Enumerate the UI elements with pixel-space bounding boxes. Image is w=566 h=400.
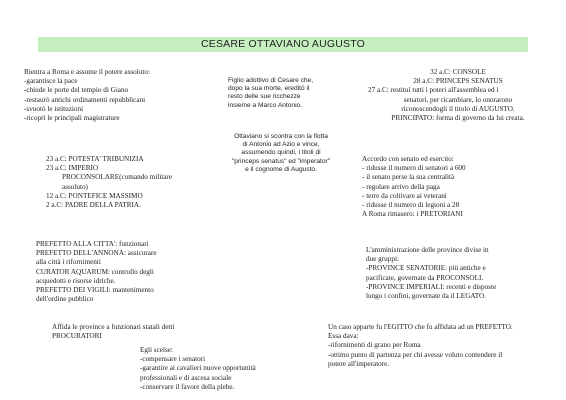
procurators-note: Affida le province a funzionari statali detti PROCURATORI <box>52 323 175 341</box>
adoptive-son-note: Figlio adottivo di Cesare che, dopo la sua morte, ereditò il resto delle sue ricchezze insieme a Marco Antonio. <box>228 77 314 109</box>
titles-timeline-note: 23 a.C: POTESTA' TRIBUNIZIA 23 a.C: IMPERIO PROCONSOLARE(comando militare assoluto) 12 a.C: PONTEFICE MASSIMO 2 a.C: PADRE DELLA PATRIA. <box>46 155 172 210</box>
actium-battle-note: Ottaviano si scontra con la flotta di Antonio ad Azio e vince, assumendo quindi, i titoli di "princeps senatus" ed "imperator" e il cognome di Augusto. <box>231 133 331 173</box>
senate-army-agreement-note: Accordo con senato ed esercito: - ridusse il numero di senatori a 600 - il senato perse la sua centralità - regolare arrivo della paga - terre da coltivare ai veterani - ridusse il numero di legioni a 28 A Roma rimasero: i PRETORIANI <box>362 155 466 219</box>
return-to-rome-note: Rientra a Roma e assume il potere assoluto: -garantisce la pace -chiude le porte del tempio di Giano -restaurò antichi ordinamenti repubblicani -svuotò le istituzioni -ricoprì le principali magistrature <box>24 68 150 123</box>
provinces-note: L'amministrazione delle province divise in due gruppi: -PROVINCE SENATORIE: più antiche e pacificate, governate da PROCONSOLI. -PROVINCE IMPERIALI: recenti e disposte lungo i confini, governate da il LEGATO. <box>366 246 497 301</box>
page-title: CESARE OTTAVIANO AUGUSTO <box>38 37 528 52</box>
consul-timeline-note: 32 a.C: CONSOLE 28 a.C: PRINCEPS SENATUS 27 a.C: restituì tutti i poteri all'assemblea ed i senatori, per ricambiare, lo onorarono riconoscendogli il titolo di AUGUSTO. PRINCIPATO: forma di governo da lui creata. <box>368 68 525 123</box>
egypt-note: Un caso apparte fu l'EGITTO che fu affidata ad un PREFETTO. Essa dava: -rifornimenti di grano per Roma -ottimo punto di partenza per chi avesse voluto contendere il potere all'imperatore. <box>328 323 513 368</box>
prefects-note: PREFETTO ALLA CITTA': funzionari PREFETTO DELL'ANNONA: assicurare alla città i rifornimenti CURATOR AQUARUM: controllo degli acquedotti e risorse idriche. PREFETTO DEI VIGILI: mantenimento dell'ordine pubblico <box>36 240 157 304</box>
choices-note: Egli scelse: -compensare i senatori -garantire ai cavalieri nuove opportunità professionali e di ascesa sociale -conservare il favore della plebe. <box>140 346 256 391</box>
